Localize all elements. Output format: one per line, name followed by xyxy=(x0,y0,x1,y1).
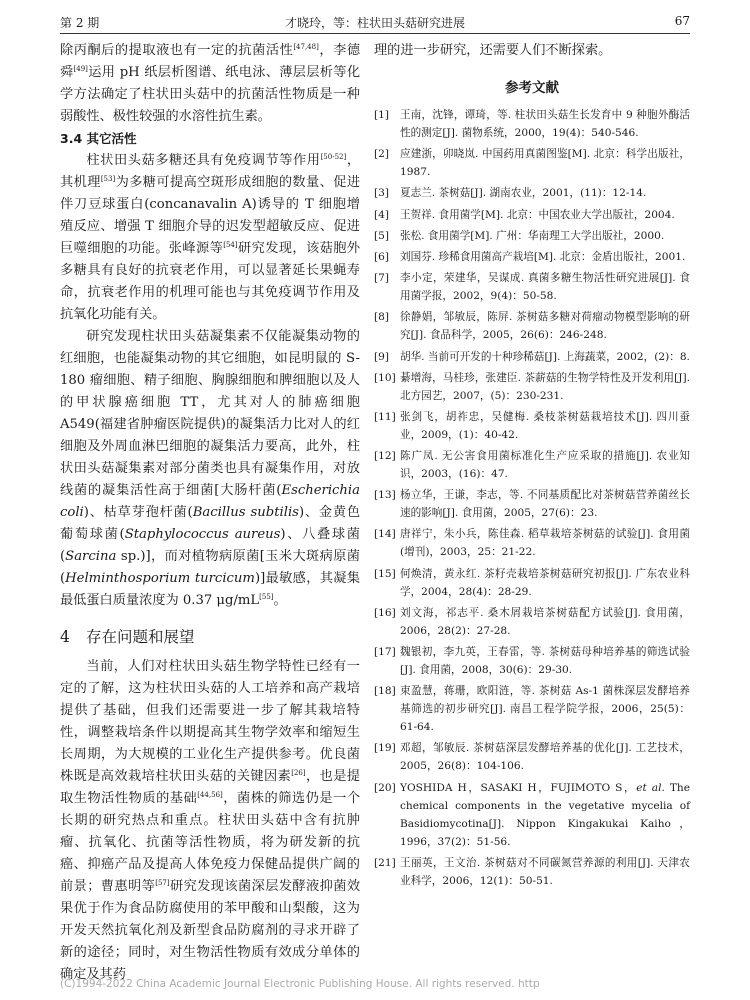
reference-item xyxy=(374,682,690,736)
species-name: Bacillus subtilis xyxy=(192,505,299,520)
species-name: Helminthosporium turcicum xyxy=(65,571,255,586)
paragraph-antibacterial: 除丙酮后的提取液也有一定的抗菌活性[47,48]，李德舜[49]运用 pH 纸层析图谱、纸电泳、薄层层析等化学方法确定了柱状田头菇中的抗菌活性物质是一种弱酸性、极性较强的水溶性抗生素。 xyxy=(60,43,361,124)
reference-index: [11] xyxy=(374,410,396,423)
reference-item xyxy=(374,369,690,405)
reference-text: 王丽英，王文治. 茶树菇对不同碳氮营养源的利用[J]. 天津农业科学，2006，12(1)：50-51. xyxy=(400,856,690,887)
reference-item xyxy=(374,779,690,851)
reference-item xyxy=(374,227,690,245)
reference-index: [10] xyxy=(374,371,396,384)
reference-index: [12] xyxy=(374,450,396,463)
page-number: 67 xyxy=(674,14,690,28)
reference-index: [18] xyxy=(374,685,396,698)
reference-item xyxy=(374,447,690,483)
reference-item xyxy=(374,184,690,202)
reference-item xyxy=(374,739,690,775)
paragraph-outlook: 当前，人们对柱状田头菇生物学特性已经有一定的了解，这为柱状田头菇的人工培养和高产栽培提供了基础，但我们还需要进一步了解其栽培特性，调整栽培条件以期提高其生物学效率和缩短生长周期，为大规模的工业化生产提供参考。优良菌株既是高效栽培柱状田头菇的关键因素[26]，也是提取生物活性物质的基础[44,56]，菌株的筛选仍是一个长期的研究热点和重点。柱状田头菇中含有抗肿瘤、抗氧化、抗菌等活性物质，将为研发新的抗癌、抑癌产品及提高人体免疫力保健品提供广阔的前景；曹惠明等[57]研究发现该菌深层发酵液抑菌效果优于作为食品防腐使用的苯甲酸和山梨酸，这为开发天然抗氧化剂及新型食品防腐剂的寻求开辟了新的途径；同时，对生物活性物质有效成分单体的确定及其药 xyxy=(60,659,361,982)
paragraph-outlook-continued: 理的进一步研究，还需要人们不断探索。 xyxy=(374,43,612,58)
reference-text: 杨立华，王谦，李志，等. 不同基质配比对茶树菇营养菌丝长速的影响[J]. 食用菌，2005，27(6)：23. xyxy=(400,489,690,520)
running-title: 才晓玲，等：柱状田头菇研究进展 xyxy=(284,16,465,30)
reference-index: [19] xyxy=(374,742,396,755)
reference-item xyxy=(374,308,690,344)
paragraph-polysaccharide: 柱状田头菇多糖还具有免疫调节等作用[50-52]，其机理[53]为多糖可提高空斑形成细胞的数量、促进伴刀豆球蛋白(concanavalin A)诱导的 T 细胞增殖反应、增强 T 细胞介导的迟发型超敏反应、促进巨噬细胞的功能。张峰源等[54]研究发现，该菇胞外多糖具有良好的抗衰老作用，可以显著延长果蝇寿命，抗衰老作用的机理可能也与其免疫调节作用及抗氧化功能有关。 xyxy=(60,153,361,322)
reference-index: [7] xyxy=(374,272,390,285)
section-heading-4: 4 存在问题和展望 xyxy=(60,628,195,646)
reference-item xyxy=(374,269,690,305)
reference-index: [5] xyxy=(374,229,390,242)
issue-number: 第 2 期 xyxy=(60,16,100,30)
reference-text: 魏银初，李九英，王春雷，等. 茶树菇母种培养基的筛选试验[J]. 食用菌，2008，30(6)：29-30. xyxy=(400,646,690,676)
reference-item xyxy=(374,348,690,366)
reference-item xyxy=(374,565,690,601)
section-heading-3-4: 3.4 其它活性 xyxy=(60,131,137,146)
reference-index: [3] xyxy=(374,187,390,200)
reference-item xyxy=(374,486,690,522)
reference-text: 邓超，邹敏辰. 茶树菇深层发酵培养基的优化[J]. 工艺技术，2005，26(8)：104-106. xyxy=(400,742,690,773)
reference-text: 何焕清，黄永红. 茶籽壳栽培茶树菇研究初报[J]. 广东农业科学，2004，28(4)：28-29. xyxy=(400,567,690,598)
references-heading: 参考文献 xyxy=(505,80,559,96)
reference-text: 胡华. 当前可开发的十种珍稀菇[J]. 上海蔬菜，2002，(2)：8. xyxy=(400,350,690,363)
reference-index: [16] xyxy=(374,606,396,619)
left-column xyxy=(60,40,360,986)
reference-text: 夏志兰. 茶树菇[J]. 湖南农业，2001，(11)：12-14. xyxy=(400,187,647,200)
reference-text: 刘文海，祁志平. 桑木屑栽培茶树菇配方试验[J]. 食用菌，2006，28(2)：27-28. xyxy=(400,606,690,637)
reference-text: 李小定，荣建华，吴谋成. 真菌多糖生物活性研究进展[J]. 食用菌学报，2002，9(4)：50-58. xyxy=(400,272,690,303)
reference-text: 张剑飞，胡祚忠，吴健梅. 桑枝茶树菇栽培技术[J]. 四川蚕业，2009，(1)：40-42. xyxy=(400,410,690,441)
reference-item xyxy=(374,145,690,181)
reference-index: [2] xyxy=(374,148,390,161)
reference-index: [6] xyxy=(374,250,390,263)
reference-index: [4] xyxy=(374,208,390,221)
reference-item xyxy=(374,604,690,640)
reference-text: 刘国芬. 珍稀食用菌高产栽培[M]. 北京：金盾出版社，2001. xyxy=(400,250,686,263)
reference-item xyxy=(374,643,690,679)
reference-list xyxy=(374,106,690,890)
reference-item xyxy=(374,106,690,142)
reference-item xyxy=(374,408,690,444)
reference-index: [17] xyxy=(374,646,396,658)
reference-text: 束盈慧，蒋珊，欧阳涟，等. 茶树菇 As-1 菌株深层发酵培养基筛选的初步研究[J]. 南昌工程学院学报，2006，25(5)：61-64. xyxy=(400,685,690,734)
reference-item xyxy=(374,248,690,266)
reference-text: 王南，沈锋，谭琦，等. 柱状田头菇生长发育中 9 种胞外酶活性的测定[J]. 菌物系统，2000，19(4)：540-546. xyxy=(400,109,690,139)
reference-item xyxy=(374,854,690,890)
reference-item xyxy=(374,206,690,224)
species-name: Sarcina xyxy=(65,549,117,564)
reference-text: 王贺祥. 食用菌学[M]. 北京：中国农业大学出版社，2004. xyxy=(400,208,675,221)
reference-index: [15] xyxy=(374,567,396,580)
reference-text: 张松. 食用菌学[M]. 广州：华南理工大学出版社，2000. xyxy=(400,229,665,242)
reference-index: [14] xyxy=(374,528,396,541)
reference-index: [9] xyxy=(374,350,390,363)
reference-text: YOSHIDA H，SASAKI H，FUJIMOTO S，et al. The chemical components in the vegetative mycelia of Basidiomycotina[J]. Nippon Kingakukai Kaiho，1996，37(2)：51-56. xyxy=(400,781,690,848)
reference-index: [8] xyxy=(374,311,390,324)
species-name: Escherichia coli xyxy=(60,483,360,520)
reference-index: [20] xyxy=(374,781,396,794)
reference-index: [13] xyxy=(374,489,396,502)
reference-item xyxy=(374,525,690,561)
reference-index: [21] xyxy=(374,856,396,869)
reference-text: 徐静娟，邹敏辰，陈屏. 茶树菇多糖对荷瘤动物模型影响的研究[J]. 食品科学，2005，26(6)：246-248. xyxy=(400,311,690,342)
reference-text: 陈广凤. 无公害食用菌标准化生产应采取的措施[J]. 农业知识，2003，(16)：47. xyxy=(400,450,690,481)
reference-text: 唐祥宁，朱小兵，陈佳森. 稻草栽培茶树菇的试验[J]. 食用菌(增刊)，2003，25：21-22. xyxy=(400,528,690,559)
reference-index: [1] xyxy=(374,109,390,121)
reference-text: 应建浙，卯晓岚. 中国药用真菌图鉴[M]. 北京：科学出版社，1987. xyxy=(400,148,690,179)
copyright-footer: (C)1994-2022 China Academic Journal Electronic Publishing House. All rights reserved. http xyxy=(60,978,540,990)
reference-text: 綦增海，马桂珍，张建臣. 茶薪菇的生物学特性及开发利用[J]. 北方园艺，2007，(5)：230-231. xyxy=(400,371,690,402)
species-name: Staphylococcus aureus xyxy=(124,527,281,542)
right-column xyxy=(374,40,690,893)
paragraph-lectin: 研究发现柱状田头菇凝集素不仅能凝集动物的红细胞，也能凝集动物的其它细胞，如昆明鼠的 S-180 瘤细胞、精子细胞、胸腺细胞和脾细胞以及人的甲状腺癌细胞 TT，尤其对人的肺癌细胞 A549(福建省肿瘤医院提供)的凝集活力比对人的红细胞及外周血淋巴细胞的凝集活力要高，此外，柱状田头菇凝集素对部分菌类也具有凝集作用，对放线菌的凝集活性高于细菌[大肠杆菌(Escherichia coli)、枯草芽孢杆菌(Bacillus subtilis)、金黄色葡萄球菌(Staphylococcus aureus)、八叠球菌(Sarcina sp.)]，而对植物病原菌[玉米大斑病原菌(Helminthosporium turcicum)]最敏感，其凝集最低蛋白质量浓度为 0.37 μg/mL[55]。 xyxy=(60,329,361,608)
header-rule xyxy=(60,33,690,34)
